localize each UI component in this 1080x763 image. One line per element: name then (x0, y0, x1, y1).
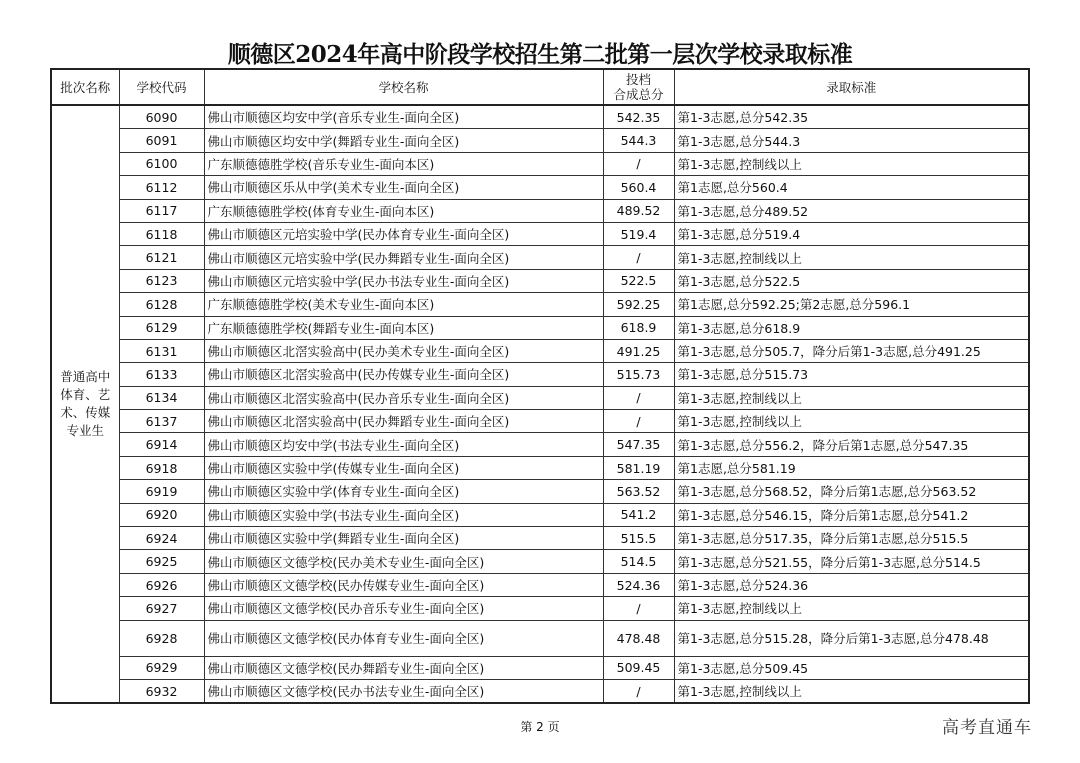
score: / (603, 246, 674, 269)
school-code: 6928 (119, 620, 204, 656)
table-row (51, 656, 1029, 679)
criteria: 第1-3志愿,控制线以上 (674, 597, 1029, 620)
school-code: 6133 (119, 363, 204, 386)
score: 515.73 (603, 363, 674, 386)
criteria: 第1-3志愿,总分524.36 (674, 573, 1029, 596)
school-code: 6924 (119, 527, 204, 550)
criteria: 第1志愿,总分560.4 (674, 176, 1029, 199)
school-name: 佛山市顺德区均安中学(音乐专业生-面向全区) (204, 105, 603, 129)
school-code: 6919 (119, 480, 204, 503)
admission-table (50, 68, 1030, 704)
score: / (603, 679, 674, 703)
school-code: 6129 (119, 316, 204, 339)
school-name: 佛山市顺德区元培实验中学(民办书法专业生-面向全区) (204, 269, 603, 292)
school-name: 广东顺德德胜学校(舞蹈专业生-面向本区) (204, 316, 603, 339)
table-row (51, 222, 1029, 245)
table-row (51, 269, 1029, 292)
table-row (51, 105, 1029, 129)
table-row (51, 410, 1029, 433)
school-code: 6121 (119, 246, 204, 269)
criteria: 第1-3志愿,控制线以上 (674, 386, 1029, 409)
school-code: 6925 (119, 550, 204, 573)
school-code: 6927 (119, 597, 204, 620)
score: 563.52 (603, 480, 674, 503)
school-name: 佛山市顺德区文德学校(民办舞蹈专业生-面向全区) (204, 656, 603, 679)
criteria: 第1志愿,总分581.19 (674, 456, 1029, 479)
school-name: 广东顺德德胜学校(体育专业生-面向本区) (204, 199, 603, 222)
criteria: 第1-3志愿,控制线以上 (674, 246, 1029, 269)
criteria: 第1-3志愿,总分568.52，降分后第1志愿,总分563.52 (674, 480, 1029, 503)
score: 547.35 (603, 433, 674, 456)
school-code: 6932 (119, 679, 204, 703)
score: / (603, 386, 674, 409)
school-name: 佛山市顺德区元培实验中学(民办体育专业生-面向全区) (204, 222, 603, 245)
school-name: 佛山市顺德区文德学校(民办体育专业生-面向全区) (204, 620, 603, 656)
table-row (51, 339, 1029, 362)
score: 491.25 (603, 339, 674, 362)
school-name: 佛山市顺德区实验中学(书法专业生-面向全区) (204, 503, 603, 526)
school-code: 6090 (119, 105, 204, 129)
school-code: 6118 (119, 222, 204, 245)
score: 478.48 (603, 620, 674, 656)
school-code: 6112 (119, 176, 204, 199)
table-row (51, 527, 1029, 550)
header-criteria: 录取标准 (674, 69, 1029, 105)
table-row (51, 199, 1029, 222)
batch-name-cell: 普通高中体育、艺术、传媒专业生 (51, 105, 119, 703)
school-code: 6091 (119, 129, 204, 152)
criteria: 第1-3志愿,控制线以上 (674, 410, 1029, 433)
table-row (51, 480, 1029, 503)
criteria: 第1-3志愿,总分519.4 (674, 222, 1029, 245)
header-score: 投档 合成总分 (603, 69, 674, 105)
table-row (51, 246, 1029, 269)
school-name: 佛山市顺德区文德学校(民办书法专业生-面向全区) (204, 679, 603, 703)
table-row (51, 597, 1029, 620)
header-code: 学校代码 (119, 69, 204, 105)
school-name: 佛山市顺德区文德学校(民办音乐专业生-面向全区) (204, 597, 603, 620)
table-row (51, 679, 1029, 703)
school-name: 佛山市顺德区元培实验中学(民办舞蹈专业生-面向全区) (204, 246, 603, 269)
table-row (51, 363, 1029, 386)
table-row (51, 433, 1029, 456)
table-row (51, 316, 1029, 339)
school-name: 佛山市顺德区北滘实验高中(民办传媒专业生-面向全区) (204, 363, 603, 386)
table-row (51, 503, 1029, 526)
score: 515.5 (603, 527, 674, 550)
school-name: 佛山市顺德区均安中学(书法专业生-面向全区) (204, 433, 603, 456)
score: / (603, 410, 674, 433)
criteria: 第1-3志愿,总分546.15，降分后第1志愿,总分541.2 (674, 503, 1029, 526)
score: 544.3 (603, 129, 674, 152)
criteria: 第1-3志愿,总分556.2，降分后第1志愿,总分547.35 (674, 433, 1029, 456)
score: 542.35 (603, 105, 674, 129)
school-code: 6128 (119, 293, 204, 316)
school-name: 佛山市顺德区实验中学(舞蹈专业生-面向全区) (204, 527, 603, 550)
school-name: 佛山市顺德区均安中学(舞蹈专业生-面向全区) (204, 129, 603, 152)
criteria: 第1志愿,总分592.25;第2志愿,总分596.1 (674, 293, 1029, 316)
watermark: 高考直通车 (942, 718, 1032, 738)
school-code: 6117 (119, 199, 204, 222)
school-name: 佛山市顺德区北滘实验高中(民办音乐专业生-面向全区) (204, 386, 603, 409)
score: 524.36 (603, 573, 674, 596)
school-code: 6918 (119, 456, 204, 479)
score: 581.19 (603, 456, 674, 479)
school-code: 6914 (119, 433, 204, 456)
table-row (51, 152, 1029, 175)
table-row (51, 456, 1029, 479)
school-name: 佛山市顺德区北滘实验高中(民办美术专业生-面向全区) (204, 339, 603, 362)
score: 509.45 (603, 656, 674, 679)
school-name: 佛山市顺德区实验中学(传媒专业生-面向全区) (204, 456, 603, 479)
table-row (51, 129, 1029, 152)
criteria: 第1-3志愿,总分489.52 (674, 199, 1029, 222)
criteria: 第1-3志愿,总分544.3 (674, 129, 1029, 152)
score: / (603, 152, 674, 175)
school-code: 6929 (119, 656, 204, 679)
table-row (51, 176, 1029, 199)
table-header-row (51, 69, 1029, 105)
table-row (51, 573, 1029, 596)
score: 519.4 (603, 222, 674, 245)
school-code: 6137 (119, 410, 204, 433)
criteria: 第1-3志愿,总分515.73 (674, 363, 1029, 386)
score: 560.4 (603, 176, 674, 199)
school-name: 广东顺德德胜学校(音乐专业生-面向本区) (204, 152, 603, 175)
criteria: 第1-3志愿,总分618.9 (674, 316, 1029, 339)
header-name: 学校名称 (204, 69, 603, 105)
score: 522.5 (603, 269, 674, 292)
page-title: 顺德区2024年高中阶段学校招生第二批第一层次学校录取标准 (227, 41, 853, 68)
score: 541.2 (603, 503, 674, 526)
school-code: 6926 (119, 573, 204, 596)
score: / (603, 597, 674, 620)
criteria: 第1-3志愿,总分517.35，降分后第1志愿,总分515.5 (674, 527, 1029, 550)
table-row (51, 550, 1029, 573)
school-code: 6123 (119, 269, 204, 292)
table-row (51, 620, 1029, 656)
school-name: 佛山市顺德区北滘实验高中(民办舞蹈专业生-面向全区) (204, 410, 603, 433)
score: 514.5 (603, 550, 674, 573)
table-row (51, 293, 1029, 316)
school-name: 佛山市顺德区乐从中学(美术专业生-面向全区) (204, 176, 603, 199)
score: 618.9 (603, 316, 674, 339)
header-batch: 批次名称 (51, 69, 119, 105)
table-row (51, 386, 1029, 409)
criteria: 第1-3志愿,控制线以上 (674, 679, 1029, 703)
criteria: 第1-3志愿,总分521.55，降分后第1-3志愿,总分514.5 (674, 550, 1029, 573)
page-number: 第 2 页 (520, 720, 560, 734)
school-code: 6920 (119, 503, 204, 526)
criteria: 第1-3志愿,总分505.7，降分后第1-3志愿,总分491.25 (674, 339, 1029, 362)
criteria: 第1-3志愿,总分542.35 (674, 105, 1029, 129)
school-name: 佛山市顺德区文德学校(民办传媒专业生-面向全区) (204, 573, 603, 596)
score: 592.25 (603, 293, 674, 316)
criteria: 第1-3志愿,总分515.28，降分后第1-3志愿,总分478.48 (674, 620, 1029, 656)
school-name: 广东顺德德胜学校(美术专业生-面向本区) (204, 293, 603, 316)
criteria: 第1-3志愿,总分522.5 (674, 269, 1029, 292)
school-name: 佛山市顺德区文德学校(民办美术专业生-面向全区) (204, 550, 603, 573)
school-code: 6134 (119, 386, 204, 409)
school-code: 6131 (119, 339, 204, 362)
score: 489.52 (603, 199, 674, 222)
criteria: 第1-3志愿,总分509.45 (674, 656, 1029, 679)
criteria: 第1-3志愿,控制线以上 (674, 152, 1029, 175)
school-code: 6100 (119, 152, 204, 175)
school-name: 佛山市顺德区实验中学(体育专业生-面向全区) (204, 480, 603, 503)
